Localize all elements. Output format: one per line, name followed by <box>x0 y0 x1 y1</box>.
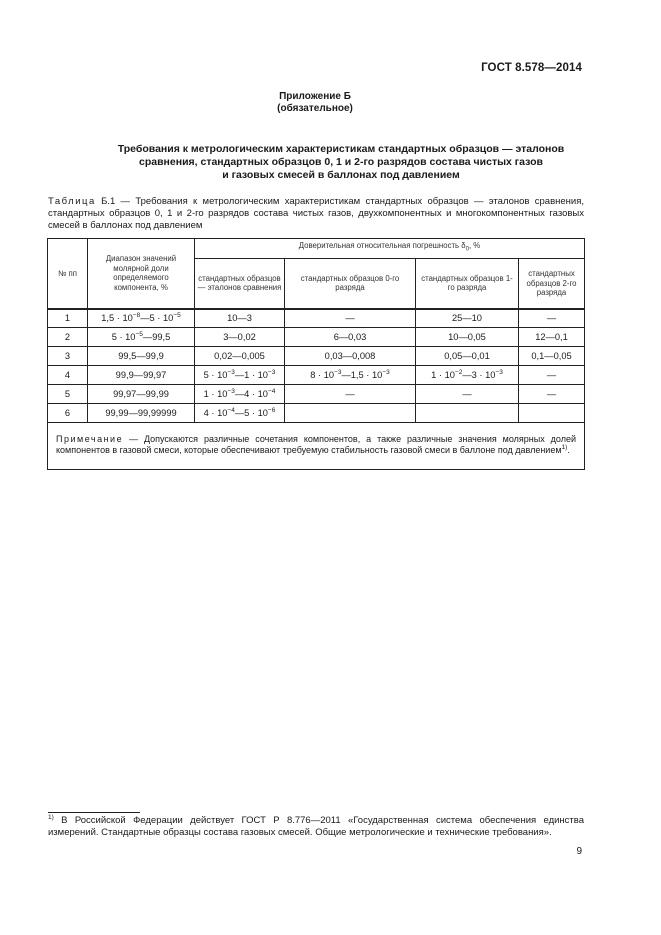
table-caption-text: — Требования к метрологическим характеристикам стандартных образцов — эталонов сравнения, стандартных образцов 0, 1 и 2-го разрядов состава чистых газов, двухкомпонентных и многокомпонентных газовых смесей в баллонах под давлением <box>48 196 585 231</box>
section-title <box>48 143 634 182</box>
header-number: № пп <box>48 239 88 309</box>
cell-category-2: 0,1—0,05 <box>519 347 585 366</box>
note-text: — Допускаются различные сочетания компонентов, а также различные значения молярных долей компонентов в газовой смеси, которые обеспечивают требуемую стабильность газовой смеси в баллоне под давлением <box>56 434 577 455</box>
table-row <box>48 328 585 347</box>
cell-number: 1 <box>48 309 88 328</box>
note-end: . <box>567 445 570 455</box>
table-caption <box>48 196 584 232</box>
range-part: —99,5 <box>142 332 171 342</box>
footnote-divider <box>48 812 140 813</box>
value-part: —1,5 · 10 <box>341 370 383 380</box>
cell-category-1: 25—10 <box>416 309 519 328</box>
cell-range <box>88 309 195 328</box>
appendix-heading <box>0 91 630 115</box>
cell-reference <box>195 385 285 404</box>
value-exponent: −4 <box>267 387 276 395</box>
section-title-line: и газовых смесей в баллонах под давлением <box>222 169 460 181</box>
range-part: —5 · 10 <box>140 313 174 324</box>
cell-category-0 <box>285 404 416 423</box>
cell-category-2: 12—0,1 <box>519 328 585 347</box>
cell-number: 2 <box>48 328 88 347</box>
table-row <box>48 366 585 385</box>
value-exponent: −3 <box>334 368 342 376</box>
table-row <box>48 347 585 366</box>
cell-number: 3 <box>48 347 88 366</box>
cell-number: 5 <box>48 385 88 404</box>
cell-reference <box>195 404 285 423</box>
header-category-0: стандартных образцов 0-го разряда <box>285 259 416 309</box>
page-number: 9 <box>576 846 582 857</box>
section-title-line: Требования к метрологическим характеристикам стандартных образцов — эталонов <box>117 143 565 155</box>
cell-reference: 3—0,02 <box>195 328 285 347</box>
range-exponent: −5 <box>135 330 143 338</box>
note-label: Примечание <box>56 434 124 444</box>
table-row <box>48 309 585 328</box>
value-part: 8 · 10 <box>310 370 335 380</box>
cell-reference <box>195 366 285 385</box>
footnote-mark: 1) <box>48 813 54 821</box>
range-part: 1,5 · 10 <box>101 313 133 324</box>
value-exponent: −6 <box>267 406 276 414</box>
cell-category-1: 0,05—0,01 <box>416 347 519 366</box>
table-note <box>48 423 585 470</box>
header-uncertainty-group <box>195 239 585 259</box>
header-range: Диапазон значений молярной доли определяемого компонента, % <box>88 239 195 309</box>
cell-reference: 0,02—0,005 <box>195 347 285 366</box>
appendix-subtitle: (обязательное) <box>277 103 353 114</box>
table-row <box>48 385 585 404</box>
cell-category-0: 0,03—0,008 <box>285 347 416 366</box>
value-part: 5 · 10 <box>203 370 228 380</box>
cell-range: 99,99—99,99999 <box>88 404 195 423</box>
cell-category-0 <box>285 366 416 385</box>
table-note-row <box>48 423 585 470</box>
header-category-1: стандартных образцов 1-го разряда <box>416 259 519 309</box>
cell-category-0: — <box>285 309 416 328</box>
value-part: 1 · 10 <box>203 389 228 399</box>
cell-range <box>88 328 195 347</box>
value-exponent: −3 <box>227 368 235 376</box>
appendix-title: Приложение Б <box>279 91 351 102</box>
value-exponent: −3 <box>382 368 390 376</box>
cell-category-0: 6—0,03 <box>285 328 416 347</box>
cell-range: 99,5—99,9 <box>88 347 195 366</box>
value-part: —4 · 10 <box>234 389 268 399</box>
value-part: —5 · 10 <box>234 408 268 418</box>
range-exponent: −8 <box>132 312 141 320</box>
cell-category-2: — <box>519 309 585 328</box>
value-exponent: −3 <box>495 368 503 376</box>
table-caption-number: Б.1 <box>95 196 116 207</box>
cell-category-1 <box>416 404 519 423</box>
cell-number: 4 <box>48 366 88 385</box>
range-exponent: −5 <box>173 312 181 320</box>
header-uncertainty-unit: , % <box>468 241 481 251</box>
cell-number: 6 <box>48 404 88 423</box>
cell-category-2: — <box>519 385 585 404</box>
cell-category-2 <box>519 404 585 423</box>
cell-range: 99,97—99,99 <box>88 385 195 404</box>
value-exponent: −3 <box>227 387 235 395</box>
value-part: 1 · 10 <box>431 370 455 380</box>
requirements-table <box>47 238 585 470</box>
value-exponent: −4 <box>227 406 235 414</box>
value-exponent: −3 <box>267 368 276 376</box>
footnote-reference: 1) <box>561 444 568 451</box>
cell-category-1: 10—0,05 <box>416 328 519 347</box>
header-category-2: стандартных образцов 2-го разряда <box>519 259 585 309</box>
table-row <box>48 404 585 423</box>
header-uncertainty-sub: 0 <box>465 247 469 254</box>
value-exponent: −2 <box>454 368 463 376</box>
cell-reference: 10—3 <box>195 309 285 328</box>
range-part: 5 · 10 <box>111 332 136 342</box>
header-uncertainty-label: Доверительная относительная погрешность δ <box>298 241 466 251</box>
section-title-line: сравнения, стандартных образцов 0, 1 и 2-го разрядов состава чистых газов <box>139 156 543 168</box>
value-part: —1 · 10 <box>234 370 268 380</box>
cell-category-2: — <box>519 366 585 385</box>
footnote-text: В Российской Федерации действует ГОСТ Р 8.776—2011 «Государственная система обеспечения единства измерений. Стандартные образцы состава газовых смесей. Общие метрологические и технические требования». <box>48 815 584 838</box>
value-part: —3 · 10 <box>462 370 496 380</box>
table-caption-label: Таблица <box>48 196 96 207</box>
cell-range: 99,9—99,97 <box>88 366 195 385</box>
standard-code: ГОСТ 8.578—2014 <box>481 62 582 74</box>
cell-category-1: — <box>416 385 519 404</box>
value-part: 4 · 10 <box>203 408 228 418</box>
footnote <box>48 815 584 839</box>
header-reference: стандартных образцов — эталонов сравнения <box>195 259 285 309</box>
cell-category-0: — <box>285 385 416 404</box>
cell-category-1 <box>416 366 519 385</box>
